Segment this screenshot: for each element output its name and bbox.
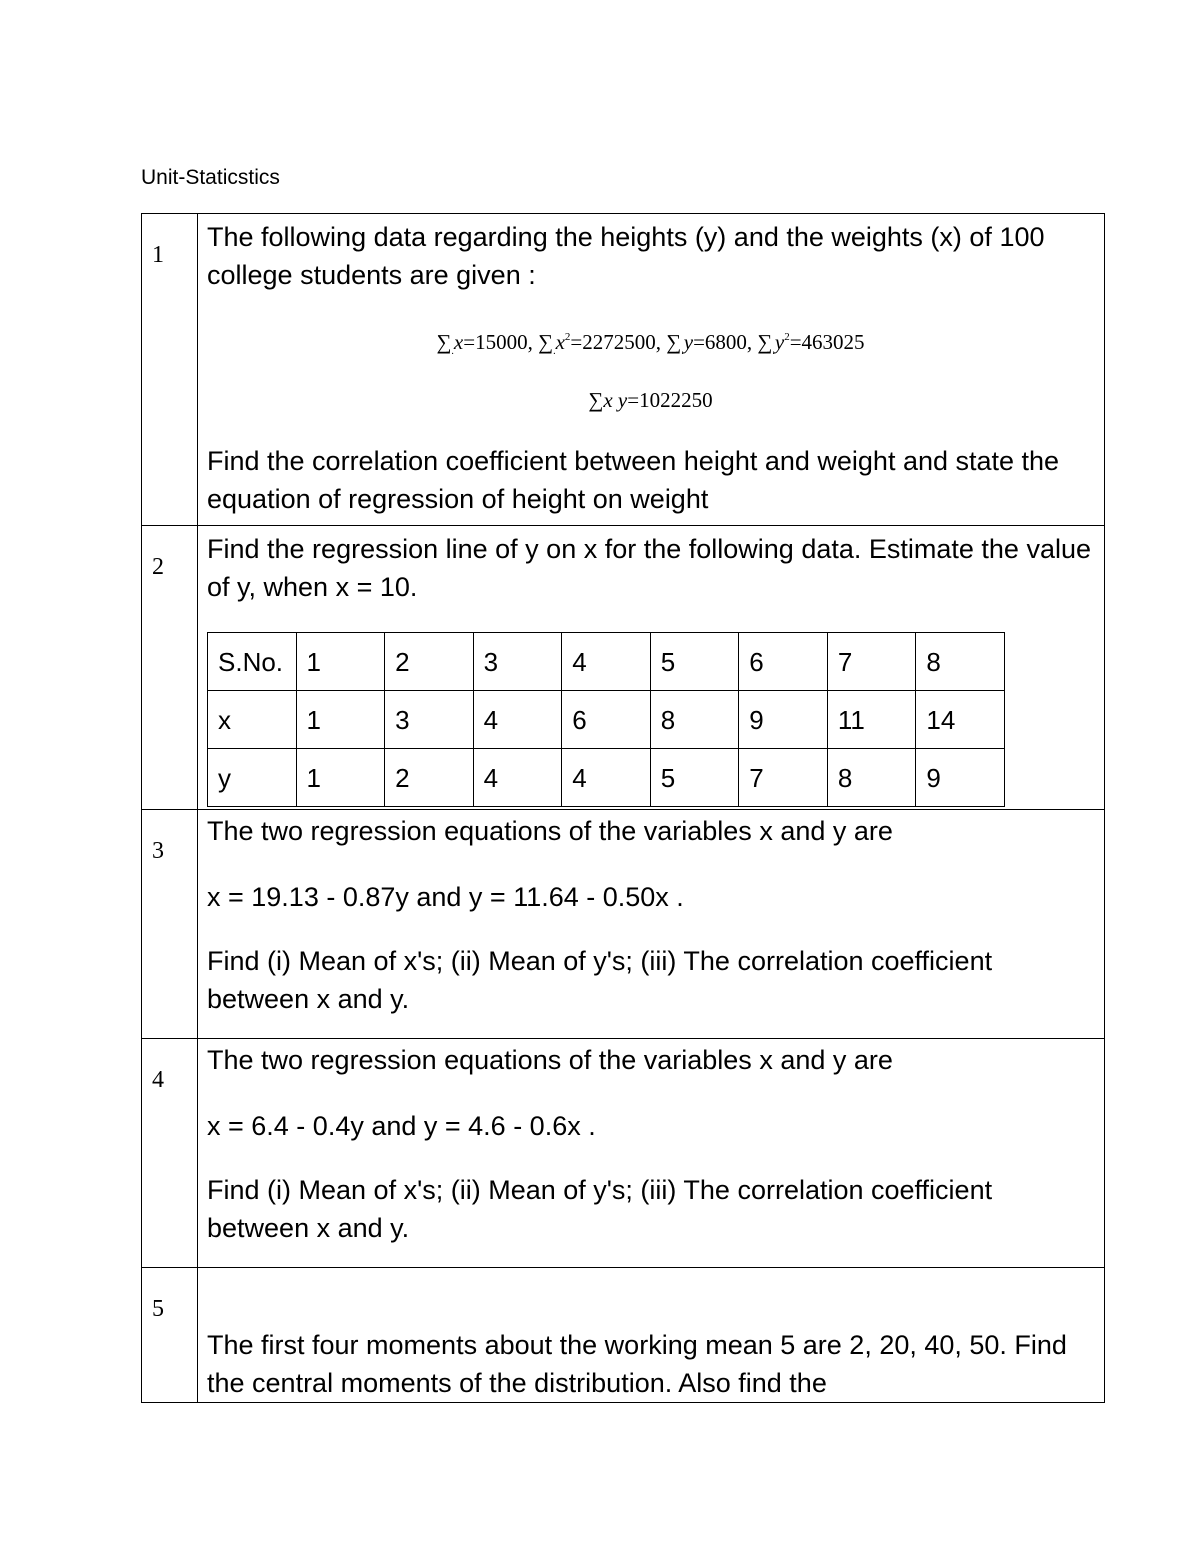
- table-cell: 8: [650, 691, 739, 749]
- table-row: [208, 691, 1005, 749]
- question-content: [198, 1268, 1105, 1403]
- question-task: Find (i) Mean of x's; (ii) Mean of y's; (iii) The correlation coefficient between x and y.: [207, 1175, 993, 1243]
- table-cell: y: [208, 749, 297, 807]
- regression-equation: x = 19.13 - 0.87y and y = 11.64 - 0.50x .: [207, 882, 684, 912]
- question-task: The first four moments about the working mean 5 are 2, 20, 40, 50. Find the central moments of the distribution. Also find the: [207, 1330, 1067, 1398]
- question-row-1: [142, 214, 1105, 526]
- table-cell: 4: [562, 749, 651, 807]
- table-cell: 8: [916, 633, 1005, 691]
- table-cell: 14: [916, 691, 1005, 749]
- table-cell: 7: [827, 633, 916, 691]
- question-number: 4: [142, 1039, 198, 1268]
- data-table: [207, 632, 1005, 807]
- formula-line-1: $\sum_.x=15000$, $\sum_.x^2=2272500$, $\sum_.y=6800$, $\sum_.y^2=463025$: [436, 330, 865, 358]
- table-cell: 5: [650, 633, 739, 691]
- table-cell: 4: [562, 633, 651, 691]
- table-cell: 3: [385, 691, 474, 749]
- table-cell: 6: [562, 691, 651, 749]
- table-cell: 1: [296, 691, 385, 749]
- table-row: [208, 749, 1005, 807]
- question-content: [198, 1039, 1105, 1268]
- question-content: [198, 810, 1105, 1039]
- page-title: Unit-Staticstics: [141, 166, 280, 189]
- table-cell: 2: [385, 749, 474, 807]
- table-cell: 9: [916, 749, 1005, 807]
- question-row-2: [142, 526, 1105, 810]
- question-content: [198, 526, 1105, 810]
- table-cell: 4: [473, 749, 562, 807]
- regression-equation: x = 6.4 - 0.4y and y = 4.6 - 0.6x .: [207, 1111, 596, 1141]
- table-cell: x: [208, 691, 297, 749]
- table-cell: 3: [473, 633, 562, 691]
- questions-table: [141, 213, 1105, 1403]
- table-cell: 1: [296, 749, 385, 807]
- question-row-4: [142, 1039, 1105, 1268]
- question-number: 1: [142, 214, 198, 526]
- table-cell: 2: [385, 633, 474, 691]
- table-cell: 5: [650, 749, 739, 807]
- question-task: Find (i) Mean of x's; (ii) Mean of y's; (iii) The correlation coefficient between x and y.: [207, 946, 993, 1014]
- formula-line-2: ∑x y=1022250: [588, 388, 713, 413]
- question-number: 5: [142, 1268, 198, 1403]
- table-cell: 8: [827, 749, 916, 807]
- table-cell: 11: [827, 691, 916, 749]
- table-cell: 4: [473, 691, 562, 749]
- table-cell: 9: [739, 691, 828, 749]
- table-cell: 6: [739, 633, 828, 691]
- table-cell: 1: [296, 633, 385, 691]
- question-intro: The two regression equations of the variables x and y are: [207, 1045, 893, 1075]
- question-content: [198, 214, 1105, 526]
- question-number: 2: [142, 526, 198, 810]
- question-row-5: [142, 1268, 1105, 1403]
- question-intro: The two regression equations of the variables x and y are: [207, 816, 893, 846]
- table-cell: S.No.: [208, 633, 297, 691]
- table-row: [208, 633, 1005, 691]
- question-task: Find the correlation coefficient between height and weight and state the equation of regression of height on weight: [207, 446, 1060, 515]
- question-intro: Find the regression line of y on x for the following data. Estimate the value of y, when x = 10.: [207, 534, 1091, 602]
- question-number: 3: [142, 810, 198, 1039]
- table-cell: 7: [739, 749, 828, 807]
- question-intro: The following data regarding the heights (y) and the weights (x) of 100 college students are given :: [207, 222, 1045, 290]
- question-row-3: [142, 810, 1105, 1039]
